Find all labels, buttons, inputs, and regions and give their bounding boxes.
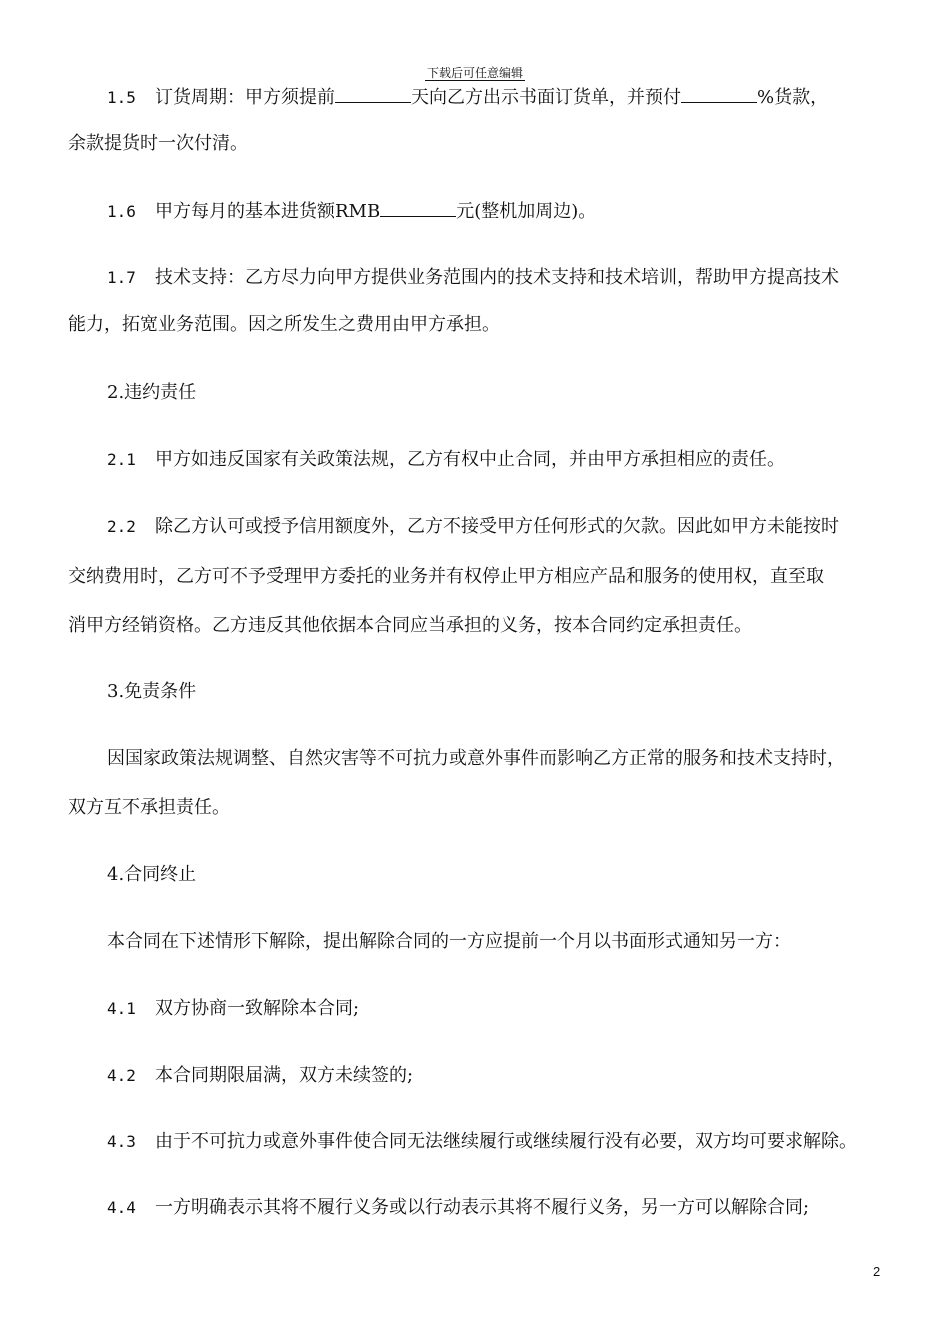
clause-text: 元(整机加周边)。 bbox=[456, 201, 597, 222]
clause-text: 天向乙方出示书面订货单，并预付 bbox=[411, 87, 681, 108]
clause-text: 除乙方认可或授予信用额度外，乙方不接受甲方任何形式的欠款。因此如甲方未能按时 bbox=[155, 516, 839, 537]
clause-number: 1.7 bbox=[107, 268, 136, 287]
clause-2-2 bbox=[107, 516, 839, 538]
clause-2-2-continued-1: 交纳费用时，乙方可不予受理甲方委托的业务并有权停止甲方相应产品和服务的使用权，直至取 bbox=[68, 566, 824, 587]
clause-text: 一方明确表示其将不履行义务或以行动表示其将不履行义务，另一方可以解除合同; bbox=[155, 1197, 810, 1218]
clause-number: 4.1 bbox=[107, 999, 136, 1018]
blank-fill-amount[interactable] bbox=[380, 200, 456, 217]
section-heading-3: 3.免责条件 bbox=[107, 681, 197, 702]
paragraph-4: 本合同在下述情形下解除，提出解除合同的一方应提前一个月以书面形式通知另一方： bbox=[107, 931, 791, 952]
clause-text: 甲方如违反国家有关政策法规，乙方有权中止合同，并由甲方承担相应的责任。 bbox=[155, 449, 785, 470]
clause-1-5 bbox=[107, 86, 828, 109]
clause-4-1 bbox=[107, 998, 359, 1020]
clause-2-2-continued-2: 消甲方经销资格。乙方违反其他依据本合同应当承担的义务，按本合同约定承担责任。 bbox=[68, 615, 752, 636]
section-heading-2: 2.违约责任 bbox=[107, 382, 197, 403]
clause-1-7-continued: 能力，拓宽业务范围。因之所发生之费用由甲方承担。 bbox=[68, 314, 500, 335]
clause-4-2 bbox=[107, 1065, 413, 1087]
page-number: 2 bbox=[873, 1264, 881, 1279]
clause-text: 订货周期：甲方须提前 bbox=[155, 87, 335, 108]
clause-text: 由于不可抗力或意外事件使合同无法继续履行或继续履行没有必要，双方均可要求解除。 bbox=[155, 1131, 857, 1152]
clause-number: 4.3 bbox=[107, 1132, 136, 1151]
paragraph-3: 因国家政策法规调整、自然灾害等不可抗力或意外事件而影响乙方正常的服务和技术支持时， bbox=[107, 748, 845, 769]
blank-fill-percent[interactable] bbox=[681, 86, 757, 103]
clause-4-3 bbox=[107, 1131, 857, 1153]
clause-text: 甲方每月的基本进货额RMB bbox=[155, 201, 381, 222]
clause-number: 1.5 bbox=[107, 88, 136, 107]
paragraph-3-continued: 双方互不承担责任。 bbox=[68, 797, 230, 818]
header-note-text: 下载后可任意编辑 bbox=[426, 66, 523, 80]
header-note bbox=[0, 66, 950, 80]
blank-fill-days[interactable] bbox=[335, 86, 411, 103]
clause-1-6 bbox=[107, 200, 596, 223]
clause-number: 1.6 bbox=[107, 202, 136, 221]
clause-number: 4.2 bbox=[107, 1066, 136, 1085]
clause-4-4 bbox=[107, 1197, 809, 1219]
clause-number: 4.4 bbox=[107, 1198, 136, 1217]
clause-text: 本合同期限届满，双方未续签的; bbox=[155, 1065, 414, 1086]
clause-text: 双方协商一致解除本合同; bbox=[155, 998, 360, 1019]
clause-text: %货款， bbox=[757, 87, 829, 108]
clause-number: 2.1 bbox=[107, 450, 136, 469]
clause-2-1 bbox=[107, 449, 785, 471]
section-heading-4: 4.合同终止 bbox=[107, 864, 197, 885]
clause-1-5-continued: 余款提货时一次付清。 bbox=[68, 133, 248, 154]
clause-number: 2.2 bbox=[107, 517, 136, 536]
clause-1-7 bbox=[107, 267, 839, 289]
clause-text: 技术支持：乙方尽力向甲方提供业务范围内的技术支持和技术培训，帮助甲方提高技术 bbox=[155, 267, 839, 288]
